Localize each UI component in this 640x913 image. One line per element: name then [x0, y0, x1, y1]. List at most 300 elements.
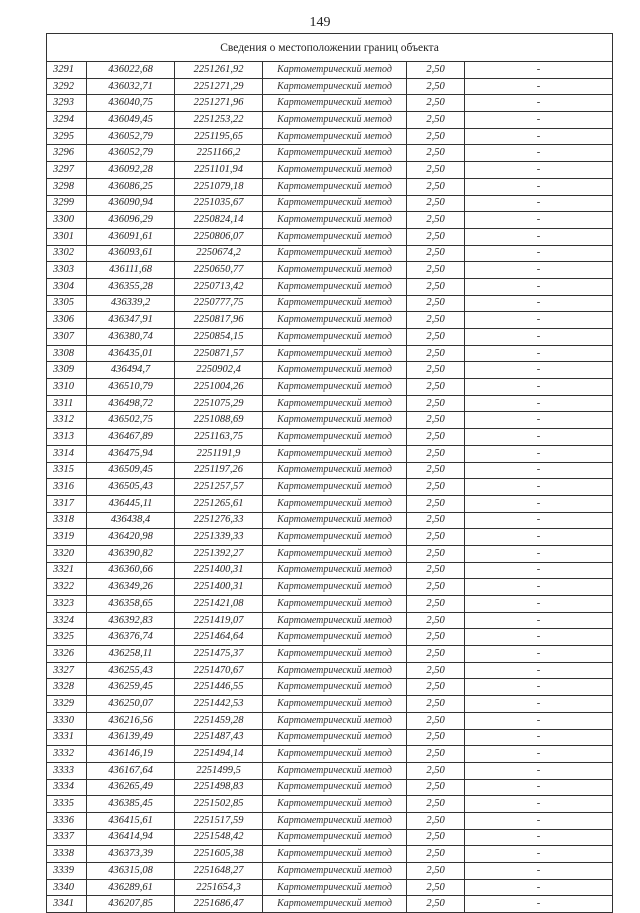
description-cell: - — [465, 312, 613, 329]
table-row — [47, 479, 613, 496]
point-number-cell: 3340 — [47, 879, 87, 896]
precision-cell: 2,50 — [407, 562, 465, 579]
point-number-cell: 3314 — [47, 445, 87, 462]
x-coordinate-cell: 436420,98 — [87, 529, 175, 546]
precision-cell: 2,50 — [407, 195, 465, 212]
method-cell: Картометрический метод — [263, 829, 407, 846]
description-cell: - — [465, 112, 613, 129]
precision-cell: 2,50 — [407, 95, 465, 112]
point-number-cell: 3339 — [47, 863, 87, 880]
y-coordinate-cell: 2251421,08 — [175, 596, 263, 613]
point-number-cell: 3308 — [47, 345, 87, 362]
precision-cell: 2,50 — [407, 212, 465, 229]
precision-cell: 2,50 — [407, 896, 465, 913]
y-coordinate-cell: 2251392,27 — [175, 545, 263, 562]
method-cell: Картометрический метод — [263, 295, 407, 312]
x-coordinate-cell: 436090,94 — [87, 195, 175, 212]
description-cell: - — [465, 445, 613, 462]
precision-cell: 2,50 — [407, 128, 465, 145]
description-cell: - — [465, 429, 613, 446]
point-number-cell: 3307 — [47, 329, 87, 346]
point-number-cell: 3335 — [47, 796, 87, 813]
precision-cell: 2,50 — [407, 78, 465, 95]
precision-cell: 2,50 — [407, 612, 465, 629]
table-row — [47, 445, 613, 462]
point-number-cell: 3292 — [47, 78, 87, 95]
description-cell: - — [465, 629, 613, 646]
x-coordinate-cell: 436146,19 — [87, 746, 175, 763]
method-cell: Картометрический метод — [263, 746, 407, 763]
x-coordinate-cell: 436339,2 — [87, 295, 175, 312]
precision-cell: 2,50 — [407, 863, 465, 880]
y-coordinate-cell: 2251442,53 — [175, 696, 263, 713]
description-cell: - — [465, 495, 613, 512]
table-row — [47, 212, 613, 229]
method-cell: Картометрический метод — [263, 879, 407, 896]
table-row — [47, 662, 613, 679]
point-number-cell: 3323 — [47, 596, 87, 613]
description-cell: - — [465, 278, 613, 295]
method-cell: Картометрический метод — [263, 779, 407, 796]
precision-cell: 2,50 — [407, 479, 465, 496]
y-coordinate-cell: 2251265,61 — [175, 495, 263, 512]
description-cell: - — [465, 779, 613, 796]
precision-cell: 2,50 — [407, 495, 465, 512]
precision-cell: 2,50 — [407, 512, 465, 529]
x-coordinate-cell: 436498,72 — [87, 395, 175, 412]
table-row — [47, 696, 613, 713]
method-cell: Картометрический метод — [263, 329, 407, 346]
description-cell: - — [465, 596, 613, 613]
method-cell: Картометрический метод — [263, 145, 407, 162]
description-cell: - — [465, 579, 613, 596]
y-coordinate-cell: 2251400,31 — [175, 579, 263, 596]
description-cell: - — [465, 696, 613, 713]
y-coordinate-cell: 2250650,77 — [175, 262, 263, 279]
point-number-cell: 3301 — [47, 228, 87, 245]
table-row — [47, 729, 613, 746]
point-number-cell: 3303 — [47, 262, 87, 279]
precision-cell: 2,50 — [407, 679, 465, 696]
x-coordinate-cell: 436509,45 — [87, 462, 175, 479]
point-number-cell: 3293 — [47, 95, 87, 112]
x-coordinate-cell: 436216,56 — [87, 712, 175, 729]
method-cell: Картометрический метод — [263, 679, 407, 696]
point-number-cell: 3327 — [47, 662, 87, 679]
point-number-cell: 3310 — [47, 379, 87, 396]
table-row — [47, 545, 613, 562]
y-coordinate-cell: 2251686,47 — [175, 896, 263, 913]
method-cell: Картометрический метод — [263, 178, 407, 195]
description-cell: - — [465, 212, 613, 229]
y-coordinate-cell: 2251339,33 — [175, 529, 263, 546]
x-coordinate-cell: 436265,49 — [87, 779, 175, 796]
table-row — [47, 896, 613, 913]
table-row — [47, 245, 613, 262]
x-coordinate-cell: 436022,68 — [87, 62, 175, 79]
description-cell: - — [465, 479, 613, 496]
y-coordinate-cell: 2251419,07 — [175, 612, 263, 629]
description-cell: - — [465, 896, 613, 913]
method-cell: Картометрический метод — [263, 863, 407, 880]
method-cell: Картометрический метод — [263, 562, 407, 579]
table-row — [47, 529, 613, 546]
x-coordinate-cell: 436510,79 — [87, 379, 175, 396]
description-cell: - — [465, 529, 613, 546]
y-coordinate-cell: 2251498,83 — [175, 779, 263, 796]
precision-cell: 2,50 — [407, 796, 465, 813]
table-row — [47, 629, 613, 646]
table-row — [47, 879, 613, 896]
method-cell: Картометрический метод — [263, 796, 407, 813]
table-row — [47, 62, 613, 79]
description-cell: - — [465, 829, 613, 846]
description-cell: - — [465, 462, 613, 479]
method-cell: Картометрический метод — [263, 445, 407, 462]
y-coordinate-cell: 2251548,42 — [175, 829, 263, 846]
table-row — [47, 863, 613, 880]
precision-cell: 2,50 — [407, 362, 465, 379]
precision-cell: 2,50 — [407, 345, 465, 362]
method-cell: Картометрический метод — [263, 712, 407, 729]
x-coordinate-cell: 436250,07 — [87, 696, 175, 713]
y-coordinate-cell: 2250871,57 — [175, 345, 263, 362]
table-row — [47, 162, 613, 179]
point-number-cell: 3313 — [47, 429, 87, 446]
x-coordinate-cell: 436049,45 — [87, 112, 175, 129]
description-cell: - — [465, 746, 613, 763]
method-cell: Картометрический метод — [263, 312, 407, 329]
point-number-cell: 3333 — [47, 762, 87, 779]
method-cell: Картометрический метод — [263, 128, 407, 145]
point-number-cell: 3316 — [47, 479, 87, 496]
x-coordinate-cell: 436086,25 — [87, 178, 175, 195]
point-number-cell: 3294 — [47, 112, 87, 129]
x-coordinate-cell: 436380,74 — [87, 329, 175, 346]
x-coordinate-cell: 436360,66 — [87, 562, 175, 579]
x-coordinate-cell: 436096,29 — [87, 212, 175, 229]
method-cell: Картометрический метод — [263, 95, 407, 112]
y-coordinate-cell: 2251261,92 — [175, 62, 263, 79]
description-cell: - — [465, 712, 613, 729]
y-coordinate-cell: 2251253,22 — [175, 112, 263, 129]
point-number-cell: 3337 — [47, 829, 87, 846]
point-number-cell: 3318 — [47, 512, 87, 529]
y-coordinate-cell: 2250674,2 — [175, 245, 263, 262]
method-cell: Картометрический метод — [263, 462, 407, 479]
precision-cell: 2,50 — [407, 295, 465, 312]
x-coordinate-cell: 436494,7 — [87, 362, 175, 379]
method-cell: Картометрический метод — [263, 78, 407, 95]
precision-cell: 2,50 — [407, 445, 465, 462]
precision-cell: 2,50 — [407, 145, 465, 162]
table-row — [47, 829, 613, 846]
x-coordinate-cell: 436445,11 — [87, 495, 175, 512]
method-cell: Картометрический метод — [263, 245, 407, 262]
method-cell: Картометрический метод — [263, 195, 407, 212]
x-coordinate-cell: 436355,28 — [87, 278, 175, 295]
method-cell: Картометрический метод — [263, 646, 407, 663]
y-coordinate-cell: 2251088,69 — [175, 412, 263, 429]
point-number-cell: 3299 — [47, 195, 87, 212]
y-coordinate-cell: 2251517,59 — [175, 812, 263, 829]
x-coordinate-cell: 436092,28 — [87, 162, 175, 179]
description-cell: - — [465, 145, 613, 162]
table-row — [47, 395, 613, 412]
method-cell: Картометрический метод — [263, 846, 407, 863]
precision-cell: 2,50 — [407, 662, 465, 679]
y-coordinate-cell: 2250777,75 — [175, 295, 263, 312]
table-row — [47, 262, 613, 279]
x-coordinate-cell: 436093,61 — [87, 245, 175, 262]
description-cell: - — [465, 612, 613, 629]
precision-cell: 2,50 — [407, 329, 465, 346]
table-row — [47, 362, 613, 379]
point-number-cell: 3305 — [47, 295, 87, 312]
method-cell: Картометрический метод — [263, 612, 407, 629]
point-number-cell: 3338 — [47, 846, 87, 863]
x-coordinate-cell: 436167,64 — [87, 762, 175, 779]
y-coordinate-cell: 2251195,65 — [175, 128, 263, 145]
y-coordinate-cell: 2251075,29 — [175, 395, 263, 412]
x-coordinate-cell: 436415,61 — [87, 812, 175, 829]
x-coordinate-cell: 436052,79 — [87, 128, 175, 145]
method-cell: Картометрический метод — [263, 812, 407, 829]
method-cell: Картометрический метод — [263, 379, 407, 396]
x-coordinate-cell: 436373,39 — [87, 846, 175, 863]
method-cell: Картометрический метод — [263, 429, 407, 446]
y-coordinate-cell: 2251101,94 — [175, 162, 263, 179]
description-cell: - — [465, 262, 613, 279]
x-coordinate-cell: 436315,08 — [87, 863, 175, 880]
table-row — [47, 679, 613, 696]
table-row — [47, 145, 613, 162]
description-cell: - — [465, 729, 613, 746]
description-cell: - — [465, 762, 613, 779]
x-coordinate-cell: 436502,75 — [87, 412, 175, 429]
y-coordinate-cell: 2251470,67 — [175, 662, 263, 679]
method-cell: Картометрический метод — [263, 762, 407, 779]
description-cell: - — [465, 796, 613, 813]
y-coordinate-cell: 2250902,4 — [175, 362, 263, 379]
y-coordinate-cell: 2251035,67 — [175, 195, 263, 212]
method-cell: Картометрический метод — [263, 529, 407, 546]
x-coordinate-cell: 436435,01 — [87, 345, 175, 362]
method-cell: Картометрический метод — [263, 629, 407, 646]
point-number-cell: 3328 — [47, 679, 87, 696]
x-coordinate-cell: 436111,68 — [87, 262, 175, 279]
table-row — [47, 195, 613, 212]
method-cell: Картометрический метод — [263, 395, 407, 412]
table-row — [47, 812, 613, 829]
x-coordinate-cell: 436385,45 — [87, 796, 175, 813]
x-coordinate-cell: 436376,74 — [87, 629, 175, 646]
description-cell: - — [465, 362, 613, 379]
description-cell: - — [465, 228, 613, 245]
description-cell: - — [465, 62, 613, 79]
table-row — [47, 612, 613, 629]
table-row — [47, 495, 613, 512]
point-number-cell: 3336 — [47, 812, 87, 829]
method-cell: Картометрический метод — [263, 696, 407, 713]
point-number-cell: 3295 — [47, 128, 87, 145]
precision-cell: 2,50 — [407, 879, 465, 896]
y-coordinate-cell: 2250824,14 — [175, 212, 263, 229]
table-row — [47, 345, 613, 362]
description-cell: - — [465, 245, 613, 262]
y-coordinate-cell: 2251271,29 — [175, 78, 263, 95]
x-coordinate-cell: 436467,89 — [87, 429, 175, 446]
description-cell: - — [465, 562, 613, 579]
y-coordinate-cell: 2251605,38 — [175, 846, 263, 863]
point-number-cell: 3325 — [47, 629, 87, 646]
description-cell: - — [465, 379, 613, 396]
precision-cell: 2,50 — [407, 112, 465, 129]
point-number-cell: 3311 — [47, 395, 87, 412]
coordinates-table — [46, 33, 613, 913]
precision-cell: 2,50 — [407, 245, 465, 262]
point-number-cell: 3315 — [47, 462, 87, 479]
y-coordinate-cell: 2251446,55 — [175, 679, 263, 696]
table-row — [47, 796, 613, 813]
table-row — [47, 579, 613, 596]
y-coordinate-cell: 2250817,96 — [175, 312, 263, 329]
x-coordinate-cell: 436414,94 — [87, 829, 175, 846]
method-cell: Картометрический метод — [263, 479, 407, 496]
method-cell: Картометрический метод — [263, 228, 407, 245]
x-coordinate-cell: 436091,61 — [87, 228, 175, 245]
table-row — [47, 112, 613, 129]
description-cell: - — [465, 195, 613, 212]
method-cell: Картометрический метод — [263, 662, 407, 679]
table-row — [47, 78, 613, 95]
y-coordinate-cell: 2250854,15 — [175, 329, 263, 346]
description-cell: - — [465, 78, 613, 95]
precision-cell: 2,50 — [407, 629, 465, 646]
table-row — [47, 512, 613, 529]
table-row — [47, 379, 613, 396]
precision-cell: 2,50 — [407, 729, 465, 746]
x-coordinate-cell: 436139,49 — [87, 729, 175, 746]
description-cell: - — [465, 162, 613, 179]
point-number-cell: 3291 — [47, 62, 87, 79]
y-coordinate-cell: 2251197,26 — [175, 462, 263, 479]
method-cell: Картометрический метод — [263, 278, 407, 295]
method-cell: Картометрический метод — [263, 596, 407, 613]
description-cell: - — [465, 512, 613, 529]
point-number-cell: 3317 — [47, 495, 87, 512]
table-row — [47, 762, 613, 779]
point-number-cell: 3332 — [47, 746, 87, 763]
y-coordinate-cell: 2251499,5 — [175, 762, 263, 779]
table-row — [47, 596, 613, 613]
point-number-cell: 3297 — [47, 162, 87, 179]
y-coordinate-cell: 2251166,2 — [175, 145, 263, 162]
x-coordinate-cell: 436207,85 — [87, 896, 175, 913]
precision-cell: 2,50 — [407, 829, 465, 846]
x-coordinate-cell: 436289,61 — [87, 879, 175, 896]
x-coordinate-cell: 436392,83 — [87, 612, 175, 629]
precision-cell: 2,50 — [407, 379, 465, 396]
description-cell: - — [465, 846, 613, 863]
table-row — [47, 128, 613, 145]
x-coordinate-cell: 436255,43 — [87, 662, 175, 679]
point-number-cell: 3324 — [47, 612, 87, 629]
point-number-cell: 3329 — [47, 696, 87, 713]
point-number-cell: 3296 — [47, 145, 87, 162]
method-cell: Картометрический метод — [263, 162, 407, 179]
y-coordinate-cell: 2250806,07 — [175, 228, 263, 245]
point-number-cell: 3330 — [47, 712, 87, 729]
point-number-cell: 3321 — [47, 562, 87, 579]
precision-cell: 2,50 — [407, 62, 465, 79]
y-coordinate-cell: 2251079,18 — [175, 178, 263, 195]
table-row — [47, 329, 613, 346]
x-coordinate-cell: 436040,75 — [87, 95, 175, 112]
table-row — [47, 178, 613, 195]
x-coordinate-cell: 436390,82 — [87, 545, 175, 562]
precision-cell: 2,50 — [407, 162, 465, 179]
point-number-cell: 3319 — [47, 529, 87, 546]
method-cell: Картометрический метод — [263, 579, 407, 596]
description-cell: - — [465, 812, 613, 829]
method-cell: Картометрический метод — [263, 212, 407, 229]
method-cell: Картометрический метод — [263, 545, 407, 562]
table-body — [47, 62, 613, 913]
y-coordinate-cell: 2251163,75 — [175, 429, 263, 446]
page-number: 149 — [309, 15, 331, 30]
precision-cell: 2,50 — [407, 278, 465, 295]
y-coordinate-cell: 2251648,27 — [175, 863, 263, 880]
precision-cell: 2,50 — [407, 429, 465, 446]
precision-cell: 2,50 — [407, 545, 465, 562]
y-coordinate-cell: 2251494,14 — [175, 746, 263, 763]
description-cell: - — [465, 295, 613, 312]
table-row — [47, 646, 613, 663]
point-number-cell: 3302 — [47, 245, 87, 262]
table-row — [47, 779, 613, 796]
table-row — [47, 712, 613, 729]
y-coordinate-cell: 2250713,42 — [175, 278, 263, 295]
table-row — [47, 295, 613, 312]
precision-cell: 2,50 — [407, 228, 465, 245]
y-coordinate-cell: 2251475,37 — [175, 646, 263, 663]
precision-cell: 2,50 — [407, 712, 465, 729]
table-row — [47, 846, 613, 863]
y-coordinate-cell: 2251464,64 — [175, 629, 263, 646]
description-cell: - — [465, 345, 613, 362]
method-cell: Картометрический метод — [263, 729, 407, 746]
point-number-cell: 3309 — [47, 362, 87, 379]
table-row — [47, 228, 613, 245]
description-cell: - — [465, 646, 613, 663]
point-number-cell: 3320 — [47, 545, 87, 562]
method-cell: Картометрический метод — [263, 512, 407, 529]
table-row — [47, 562, 613, 579]
table-row — [47, 429, 613, 446]
point-number-cell: 3334 — [47, 779, 87, 796]
method-cell: Картометрический метод — [263, 896, 407, 913]
method-cell: Картометрический метод — [263, 362, 407, 379]
precision-cell: 2,50 — [407, 412, 465, 429]
method-cell: Картометрический метод — [263, 112, 407, 129]
table-row — [47, 746, 613, 763]
y-coordinate-cell: 2251459,28 — [175, 712, 263, 729]
point-number-cell: 3326 — [47, 646, 87, 663]
point-number-cell: 3331 — [47, 729, 87, 746]
point-number-cell: 3300 — [47, 212, 87, 229]
description-cell: - — [465, 395, 613, 412]
